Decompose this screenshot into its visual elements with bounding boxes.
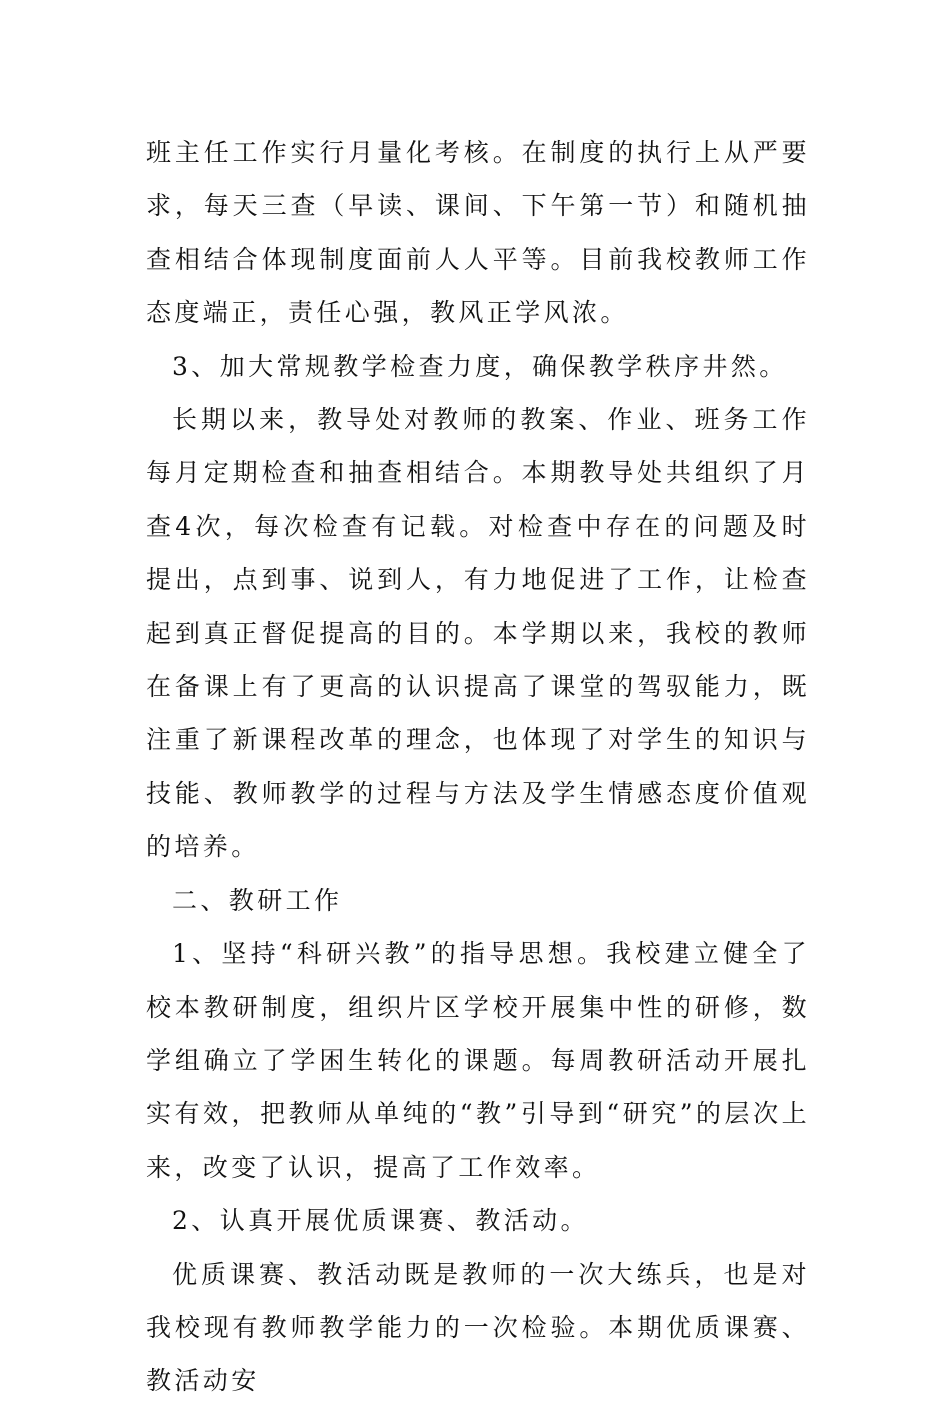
paragraph-lesson-plan-inspection: 长期以来，教导处对教师的教案、作业、班务工作每月定期检查和抽查相结合。本期教导处共组织了月查4次，每次检查有记载。对检查中存在的问题及时提出，点到事、说到人，有力地促进了工作，让检查起到真正督促提高的目的。本学期以来，我校的教师在备课上有了更高的认识提高了课堂的驾驭能力，既注重了新课程改革的理念，也体现了对学生的知识与技能、教师教学的过程与方法及学生情感态度价值观的培养。 [146, 405, 810, 862]
paragraph-research-guidance: 1、坚持“科研兴教”的指导思想。我校建立健全了校本教研制度，组织片区学校开展集中性的研修，数学组确立了学困生转化的课题。每周教研活动开展扎实有效，把教师从单纯的“教”引导到“研究”的层次上来，改变了认识，提高了工作效率。 [146, 939, 810, 1182]
heading-quality-lesson-contest: 2、认真开展优质课赛、教活动。 [172, 1206, 589, 1236]
heading-routine-inspection: 3、加大常规教学检查力度，确保教学秩序井然。 [172, 351, 788, 381]
paragraph-teacher-assessment: 班主任工作实行月量化考核。在制度的执行上从严要求，每天三查（早读、课间、下午第一节）和随机抽查相结合体现制度面前人人平等。目前我校教师工作态度端正，责任心强，教风正学风浓。 [146, 138, 810, 328]
section-heading-teaching-research: 二、教研工作 [172, 885, 343, 915]
document-body [146, 126, 810, 1408]
paragraph-quality-lesson-contest: 优质课赛、教活动既是教师的一次大练兵，也是对我校现有教师教学能力的一次检验。本期优质课赛、教活动安 [146, 1259, 810, 1396]
